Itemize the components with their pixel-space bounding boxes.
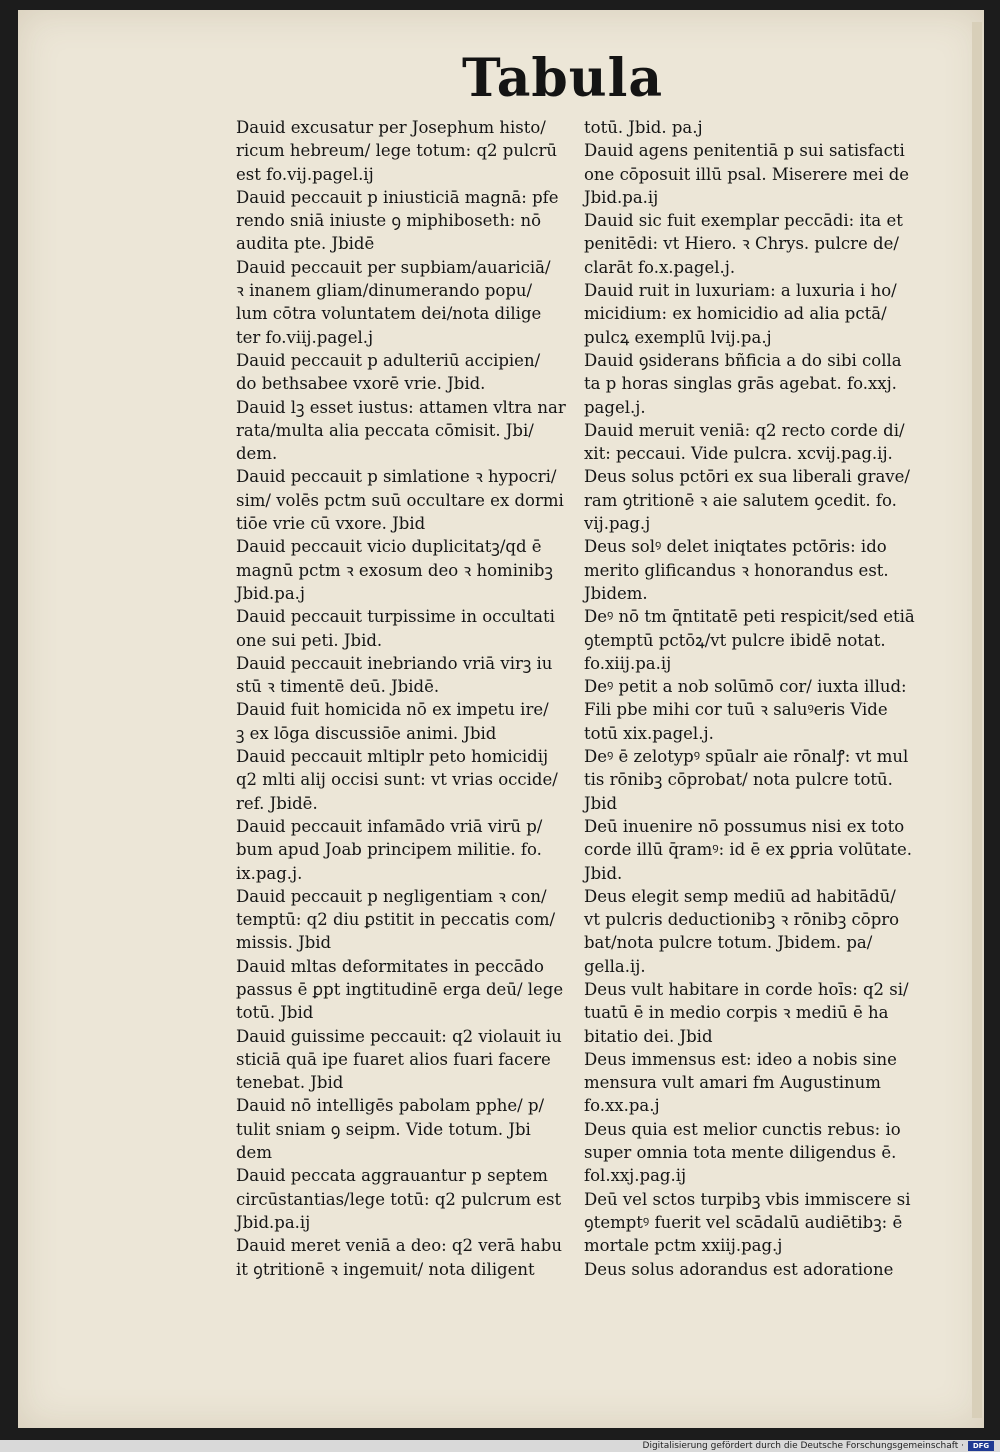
index-entry bbox=[236, 1234, 566, 1281]
entry-line: rata/multa alia peccata cōmisit. Jbi/ bbox=[236, 420, 534, 440]
entry-line: tiōe vrie cū vxore. Jbid bbox=[236, 514, 426, 534]
index-entry bbox=[236, 535, 566, 605]
entry-line: pagel.j. bbox=[584, 397, 646, 417]
entry-line: Jbid. bbox=[584, 863, 623, 883]
entry-line: penitēdi: vt Hiero. ꝛ Chrys. pulcre de/ bbox=[584, 234, 899, 254]
index-entry bbox=[584, 978, 914, 1048]
entry-line: ricum hebreum/ lege totum: q2 pulcrū bbox=[236, 141, 558, 161]
entry-line: Deus elegit semp mediū ad habitādū/ bbox=[584, 886, 896, 906]
entry-line: vt pulcris deductionibꝫ ꝛ rōnibꝫ cōpro bbox=[584, 910, 900, 930]
entry-line: Dauid agens penitentiā p sui satisfacti bbox=[584, 141, 905, 161]
entry-line: tis rōnibꝫ cōprobat/ nota pulcre totū. bbox=[584, 770, 893, 790]
index-entry bbox=[236, 396, 566, 466]
index-entry bbox=[236, 256, 566, 349]
index-entry bbox=[584, 209, 914, 279]
footer-bar bbox=[0, 1440, 1000, 1452]
entry-line: totū. Jbid. pa.j bbox=[584, 118, 703, 137]
entry-line: tuatū ē in medio corpis ꝛ mediū ē ha bbox=[584, 1003, 889, 1023]
index-entry bbox=[236, 1025, 566, 1095]
entry-line: Jbid bbox=[584, 793, 618, 813]
entry-line: Deꝰ ē zelotypꝰ spūalr aie rōnalꝭ: vt mul bbox=[584, 747, 909, 767]
footer-credit: Digitalisierung gefördert durch die Deutsche Forschungsgemeinschaft · bbox=[642, 1441, 964, 1451]
dfg-logo: DFG bbox=[968, 1441, 994, 1451]
entry-line: ref. Jbidē. bbox=[236, 793, 318, 813]
entry-line: Dauid guissime peccauit: q2 violauit iu bbox=[236, 1026, 562, 1046]
entry-line: fo.xx.pa.j bbox=[584, 1096, 660, 1116]
entry-line: Dauid peccauit per supbiam/auariciā/ bbox=[236, 257, 551, 277]
entry-line: ix.pag.j. bbox=[236, 863, 303, 883]
entry-line: passus ē ꝑpt ingtitudinē erga deū/ lege bbox=[236, 979, 564, 999]
page-edge bbox=[972, 22, 982, 1418]
entry-line: ꝯtemptꝰ fuerit vel scādalū audiētibꝫ: ē bbox=[584, 1212, 903, 1232]
entry-line: Deus vult habitare in corde hoīs: q2 si/ bbox=[584, 979, 909, 999]
entry-line: stū ꝛ timentē deū. Jbidē. bbox=[236, 677, 440, 697]
index-entry bbox=[584, 605, 914, 675]
entry-line: Dauid peccauit p iniusticiā magnā: pfe bbox=[236, 187, 559, 207]
entry-line: fol.xxj.pag.ij bbox=[584, 1166, 687, 1186]
entry-line: mortale pctm xxiij.pag.j bbox=[584, 1236, 783, 1256]
entry-line: audita pte. Jbidē bbox=[236, 234, 375, 254]
entry-line: Jbid.pa.ij bbox=[236, 1212, 311, 1232]
entry-line: sticiā quā ipe fuaret alios fuari facere bbox=[236, 1049, 551, 1069]
entry-line: Dauid excusatur per Josephum histo/ bbox=[236, 118, 546, 137]
entry-line: Dauid peccauit inebriando vriā virꝫ iu bbox=[236, 653, 553, 673]
index-entry bbox=[236, 698, 566, 745]
entry-line: q2 mlti alij occisi sunt: vt vrias occide/ bbox=[236, 770, 558, 790]
entry-line: Dauid ruit in luxuriam: a luxuria i ho/ bbox=[584, 281, 897, 301]
entry-line: Fili pbe mihi cor tuū ꝛ saluꝰeris Vide bbox=[584, 700, 888, 720]
entry-line: rendo sniā iniuste ꝯ miphiboseth: nō bbox=[236, 211, 542, 231]
entry-line: bitatio dei. Jbid bbox=[584, 1026, 713, 1046]
entry-line: Dauid peccauit mltiplr peto homicidij bbox=[236, 747, 549, 767]
entry-line: ꝯtemptū pctōꝝ/vt pulcre ibidē notat. bbox=[584, 630, 886, 650]
index-entry bbox=[584, 815, 914, 885]
entry-line: micidium: ex homicidio ad alia pctā/ bbox=[584, 304, 887, 324]
entry-line: Deus solus adorandus est adoratione bbox=[584, 1259, 894, 1279]
index-entry bbox=[584, 116, 914, 139]
index-entry bbox=[236, 652, 566, 699]
index-entry bbox=[236, 465, 566, 535]
index-entry bbox=[584, 1118, 914, 1188]
entry-line: est fo.vij.pagel.ij bbox=[236, 164, 374, 184]
entry-line: circūstantias/lege totū: q2 pulcrum est bbox=[236, 1189, 562, 1209]
entry-line: vij.pag.j bbox=[584, 514, 651, 534]
entry-line: dem. bbox=[236, 444, 278, 464]
index-entry bbox=[584, 465, 914, 535]
entry-line: Jbid.pa.j bbox=[236, 583, 306, 603]
index-entry bbox=[584, 419, 914, 466]
entry-line: Dauid mltas deformitates in peccādo bbox=[236, 956, 544, 976]
page-title: Tabula bbox=[462, 48, 664, 109]
entry-line: Dauid peccauit p simlatione ꝛ hypocri/ bbox=[236, 467, 557, 487]
index-entry bbox=[584, 675, 914, 745]
entry-line: corde illū q̄ramꝰ: id ē ex ꝑpria volūtate. bbox=[584, 840, 913, 860]
entry-line: ꝫ ex lōga discussiōe animi. Jbid bbox=[236, 723, 497, 743]
index-entry bbox=[584, 1188, 914, 1258]
entry-line: clarāt fo.x.pagel.j. bbox=[584, 257, 736, 277]
entry-line: Deus immensus est: ideo a nobis sine bbox=[584, 1049, 897, 1069]
entry-line: Dauid lꝫ esset iustus: attamen vltra nar bbox=[236, 397, 566, 417]
entry-line: gella.ij. bbox=[584, 956, 646, 976]
entry-line: do bethsabee vxorē vrie. Jbid. bbox=[236, 374, 486, 394]
entry-line: dem bbox=[236, 1143, 272, 1163]
index-entry bbox=[236, 1164, 566, 1234]
entry-line: fo.xiij.pa.ij bbox=[584, 653, 672, 673]
index-entry bbox=[236, 186, 566, 256]
entry-line: pulcꝝ exemplū lvij.pa.j bbox=[584, 327, 772, 347]
entry-line: Dauid peccauit p adulteriū accipien/ bbox=[236, 350, 541, 370]
entry-line: ꝛ inanem gliam/dinumerando popu/ bbox=[236, 281, 533, 301]
entry-line: Dauid peccauit p negligentiam ꝛ con/ bbox=[236, 886, 547, 906]
index-entry bbox=[236, 605, 566, 652]
entry-line: mensura vult amari fm Augustinum bbox=[584, 1073, 881, 1093]
index-entry bbox=[584, 139, 914, 209]
entry-line: Deus quia est melior cunctis rebus: io bbox=[584, 1119, 901, 1139]
index-entry bbox=[584, 885, 914, 978]
index-entry bbox=[584, 1258, 914, 1281]
entry-line: merito glificandus ꝛ honorandus est. bbox=[584, 560, 889, 580]
entry-line: missis. Jbid bbox=[236, 933, 332, 953]
index-entry bbox=[236, 955, 566, 1025]
index-entry bbox=[236, 116, 566, 186]
entry-line: sim/ volēs pctm suū occultare ex dormi bbox=[236, 490, 564, 510]
entry-line: one sui peti. Jbid. bbox=[236, 630, 383, 650]
index-entry bbox=[584, 1048, 914, 1118]
index-entry bbox=[584, 745, 914, 815]
entry-line: Deꝰ petit a nob solūmō cor/ iuxta illud: bbox=[584, 677, 907, 697]
entry-line: tenebat. Jbid bbox=[236, 1073, 344, 1093]
index-entry bbox=[236, 1094, 566, 1164]
index-entry bbox=[236, 885, 566, 955]
entry-line: tulit sniam ꝯ seipm. Vide totum. Jbi bbox=[236, 1119, 531, 1139]
entry-line: ram ꝯtritionē ꝛ aie salutem ꝯcedit. fo. bbox=[584, 490, 897, 510]
entry-line: bum apud Joab principem militie. fo. bbox=[236, 840, 542, 860]
entry-line: totū. Jbid bbox=[236, 1003, 314, 1023]
entry-line: Deus solus pctōri ex sua liberali grave/ bbox=[584, 467, 910, 487]
index-entry bbox=[584, 349, 914, 419]
entry-line: Dauid peccauit vicio duplicitatꝫ/qd ē bbox=[236, 537, 542, 557]
entry-line: lum cōtra voluntatem dei/nota dilige bbox=[236, 304, 542, 324]
right-column bbox=[584, 116, 914, 1281]
entry-line: super omnia tota mente diligendus ē. bbox=[584, 1143, 897, 1163]
index-entry bbox=[236, 349, 566, 396]
entry-line: Dauid meruit veniā: q2 recto corde di/ bbox=[584, 420, 905, 440]
entry-line: Jbid.pa.ij bbox=[584, 187, 659, 207]
entry-line: Dauid fuit homicida nō ex impetu ire/ bbox=[236, 700, 549, 720]
entry-line: magnū pctm ꝛ exosum deo ꝛ hominibꝫ bbox=[236, 560, 553, 580]
entry-line: it ꝯtritionē ꝛ ingemuit/ nota diligent bbox=[236, 1259, 535, 1279]
index-entry bbox=[236, 745, 566, 815]
entry-line: Deū vel sctos turpibꝫ vbis immiscere si bbox=[584, 1189, 911, 1209]
entry-line: Dauid ꝯsiderans bñficia a do sibi colla bbox=[584, 350, 902, 370]
entry-line: Dauid peccata aggrauantur p septem bbox=[236, 1166, 548, 1186]
entry-line: Deus solꝰ delet iniqtates pctōris: ido bbox=[584, 537, 887, 557]
entry-line: Dauid meret veniā a deo: q2 verā habu bbox=[236, 1236, 562, 1256]
entry-line: Deū inuenire nō possumus nisi ex toto bbox=[584, 816, 905, 836]
entry-line: Jbidem. bbox=[584, 583, 648, 603]
entry-line: xit: peccaui. Vide pulcra. xcvij.pag.ij. bbox=[584, 444, 893, 464]
index-entry bbox=[236, 815, 566, 885]
entry-line: bat/nota pulcre totum. Jbidem. pa/ bbox=[584, 933, 873, 953]
entry-line: Dauid peccauit infamādo vriā virū p/ bbox=[236, 816, 543, 836]
entry-line: one cōposuit illū psal. Miserere mei de bbox=[584, 164, 910, 184]
entry-line: Deꝰ nō tm q̄ntitatē peti respicit/sed etiā bbox=[584, 607, 915, 627]
index-entry bbox=[584, 279, 914, 349]
entry-line: totū xix.pagel.j. bbox=[584, 723, 714, 743]
entry-line: Dauid sic fuit exemplar peccādi: ita et bbox=[584, 211, 903, 231]
entry-line: ter fo.viij.pagel.j bbox=[236, 327, 374, 347]
entry-line: Dauid nō intelligēs pabolam pphe/ p/ bbox=[236, 1096, 545, 1116]
index-entry bbox=[584, 535, 914, 605]
left-column bbox=[236, 116, 566, 1281]
entry-line: temptū: q2 diu ꝑstitit in peccatis com/ bbox=[236, 910, 556, 930]
entry-line: ta p horas singlas grās agebat. fo.xxj. bbox=[584, 374, 897, 394]
entry-line: Dauid peccauit turpissime in occultati bbox=[236, 607, 555, 627]
